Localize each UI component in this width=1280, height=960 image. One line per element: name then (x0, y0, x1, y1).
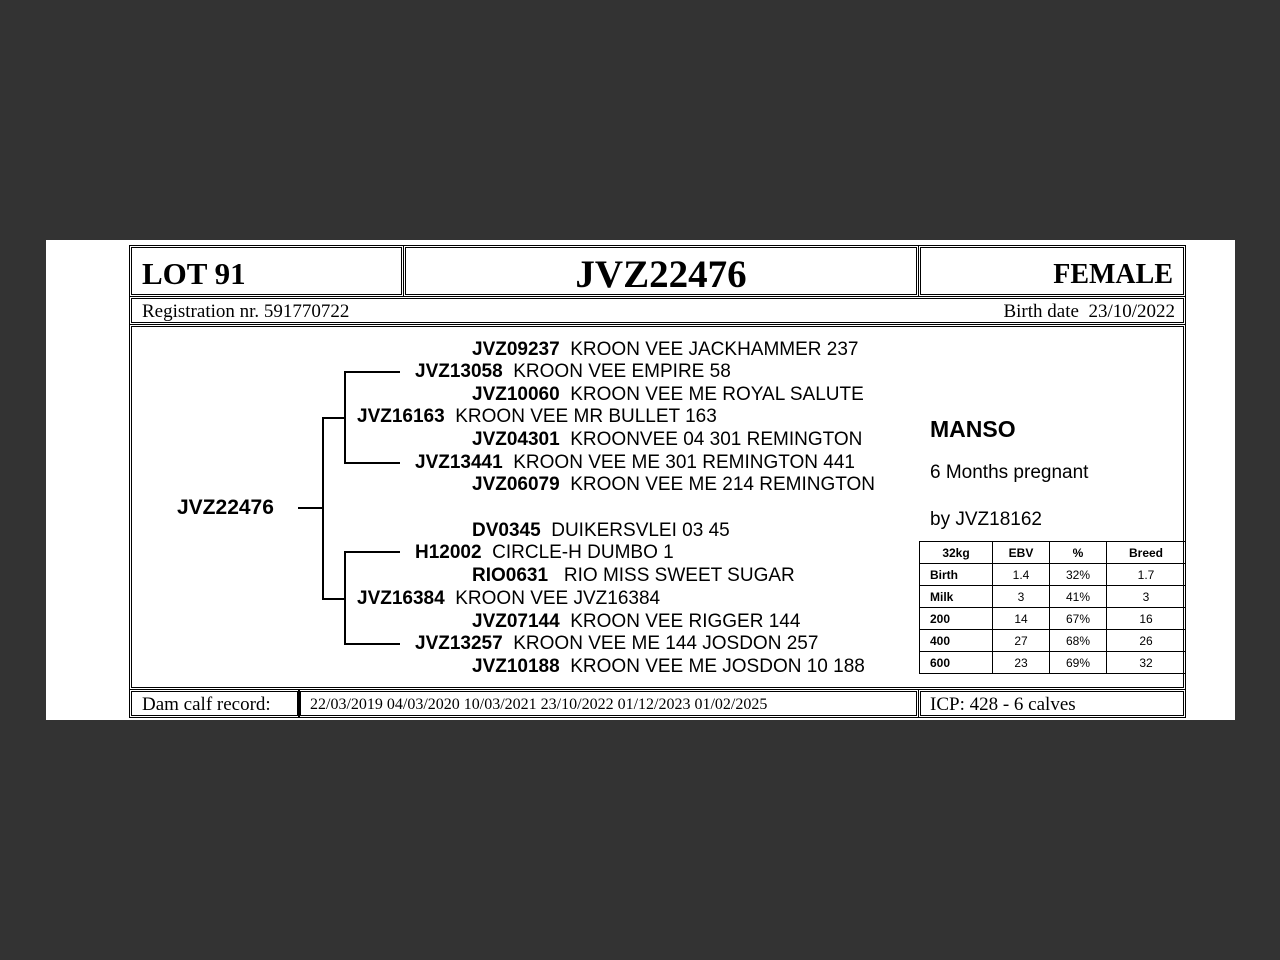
birth-date (1003, 301, 1175, 323)
pedigree-dam-sire-sire (472, 520, 730, 542)
pedigree-name: KROON VEE ME 301 REMINGTON 441 (513, 452, 855, 473)
pedigree-dam-dam-sire (472, 611, 800, 633)
table-row (920, 586, 1186, 608)
pedigree-dam-sire (415, 542, 674, 564)
ebv-table (919, 541, 1186, 674)
registration-number: Registration nr. 591770722 (142, 301, 350, 322)
pedigree-dam (357, 588, 660, 610)
pedigree-name: KROON VEE JVZ16384 (455, 588, 661, 609)
pedigree-name: RIO MISS SWEET SUGAR (558, 565, 795, 586)
dam-calf-label: Dam calf record: (142, 694, 271, 715)
pedigree-id: JVZ13257 (415, 633, 503, 654)
ebv-row-label: 200 (920, 608, 993, 630)
lot-box (129, 245, 404, 297)
dam-sire-connector (344, 551, 400, 553)
ebv-row-label: 600 (920, 652, 993, 674)
pedigree-name: KROON VEE EMPIRE 58 (513, 361, 731, 382)
ebv-accuracy: 69% (1050, 652, 1107, 674)
ebv-accuracy: 41% (1050, 586, 1107, 608)
ebv-breed-avg: 26 (1107, 630, 1186, 652)
ebv-header-cell: Breed (1107, 542, 1186, 564)
pedigree-dam-dam-dam (472, 656, 865, 678)
pregnant-by: by JVZ18162 (930, 509, 1042, 530)
pedigree-name: DUIKERSVLEI 03 45 (551, 520, 730, 541)
dam-bracket (344, 551, 346, 644)
pedigree-id: JVZ16163 (357, 406, 445, 427)
ebv-row-label: Birth (920, 564, 993, 586)
pedigree-sire-dam-sire (472, 429, 862, 451)
pedigree-id: JVZ04301 (472, 429, 560, 450)
pedigree-id: JVZ13058 (415, 361, 503, 382)
registration-row (129, 296, 1186, 325)
parent-bracket (322, 417, 324, 599)
pedigree-name: KROON VEE ME 144 JOSDON 257 (513, 633, 819, 654)
ebv-value: 23 (993, 652, 1050, 674)
sire-bracket (344, 371, 346, 463)
icp-value: ICP: 428 - 6 calves (930, 694, 1076, 715)
ebv-row-label: Milk (920, 586, 993, 608)
pedigree-name: CIRCLE-H DUMBO 1 (492, 542, 674, 563)
lot-card (46, 240, 1235, 720)
ebv-header-cell: 32kg (920, 542, 993, 564)
pedigree-subject: JVZ22476 (177, 496, 274, 519)
lot-number: LOT 91 (142, 256, 246, 291)
ebv-breed-avg: 32 (1107, 652, 1186, 674)
ebv-breed-avg: 3 (1107, 586, 1186, 608)
sex-label: FEMALE (1053, 259, 1173, 290)
pedigree-id: JVZ13441 (415, 452, 503, 473)
birth-date-value: 23/10/2022 (1088, 301, 1175, 322)
pedigree-name: KROON VEE ME JOSDON 10 188 (570, 656, 865, 677)
ebv-row-label: 400 (920, 630, 993, 652)
ebv-header-cell: EBV (993, 542, 1050, 564)
sire-connector (322, 417, 344, 419)
dam-dam-connector (344, 643, 400, 645)
pedigree-name: KROON VEE ME 214 REMINGTON (570, 474, 876, 495)
dam-calf-dates: 22/03/2019 04/03/2020 10/03/2021 23/10/2022 01/12/2023 01/02/2025 (310, 696, 768, 713)
pedigree-dam-dam (415, 633, 818, 655)
pedigree-sire-dam-dam (472, 474, 875, 496)
ebv-value: 3 (993, 586, 1050, 608)
ebv-breed-avg: 16 (1107, 608, 1186, 630)
icp-box (918, 689, 1186, 718)
birth-date-label: Birth date (1003, 301, 1079, 322)
table-row (920, 608, 1186, 630)
pedigree-name: KROONVEE 04 301 REMINGTON (570, 429, 863, 450)
pedigree-dam-sire-dam (472, 565, 795, 587)
ebv-header-row (920, 542, 1186, 564)
subject-connector (298, 507, 322, 509)
table-row (920, 630, 1186, 652)
ebv-header-cell: % (1050, 542, 1107, 564)
animal-id-title: JVZ22476 (575, 253, 747, 296)
ebv-value: 14 (993, 608, 1050, 630)
mating-bull-name: MANSO (930, 416, 1016, 442)
pedigree-id: JVZ16384 (357, 588, 445, 609)
pedigree-name: KROON VEE JACKHAMMER 237 (570, 339, 859, 360)
pedigree-id: DV0345 (472, 520, 541, 541)
dam-calf-dates-box (298, 689, 919, 718)
pedigree-id: JVZ10060 (472, 384, 560, 405)
ebv-accuracy: 67% (1050, 608, 1107, 630)
pedigree-id: H12002 (415, 542, 482, 563)
ebv-value: 27 (993, 630, 1050, 652)
ebv-value: 1.4 (993, 564, 1050, 586)
dam-connector (322, 598, 344, 600)
pedigree-id: JVZ06079 (472, 474, 560, 495)
animal-id-box (403, 245, 919, 297)
dam-calf-label-box (129, 689, 300, 718)
pregnancy-status: 6 Months pregnant (930, 462, 1089, 483)
pedigree-id: JVZ09237 (472, 339, 560, 360)
pedigree-sire (357, 406, 717, 428)
table-row (920, 564, 1186, 586)
pedigree-id: RIO0631 (472, 565, 549, 586)
ebv-accuracy: 68% (1050, 630, 1107, 652)
ebv-breed-avg: 1.7 (1107, 564, 1186, 586)
pedigree-sire-sire-sire (472, 339, 859, 361)
pedigree-name: KROON VEE MR BULLET 163 (455, 406, 717, 427)
pedigree-name: KROON VEE RIGGER 144 (570, 611, 801, 632)
pedigree-id: JVZ10188 (472, 656, 560, 677)
pedigree-sire-sire-dam (472, 384, 864, 406)
pedigree-id: JVZ07144 (472, 611, 560, 632)
sex-box (918, 245, 1186, 297)
ebv-accuracy: 32% (1050, 564, 1107, 586)
sire-dam-connector (344, 462, 400, 464)
pedigree-sire-dam (415, 452, 855, 474)
sire-sire-connector (344, 371, 400, 373)
pedigree-sire-sire (415, 361, 731, 383)
table-row (920, 652, 1186, 674)
pedigree-name: KROON VEE ME ROYAL SALUTE (570, 384, 864, 405)
